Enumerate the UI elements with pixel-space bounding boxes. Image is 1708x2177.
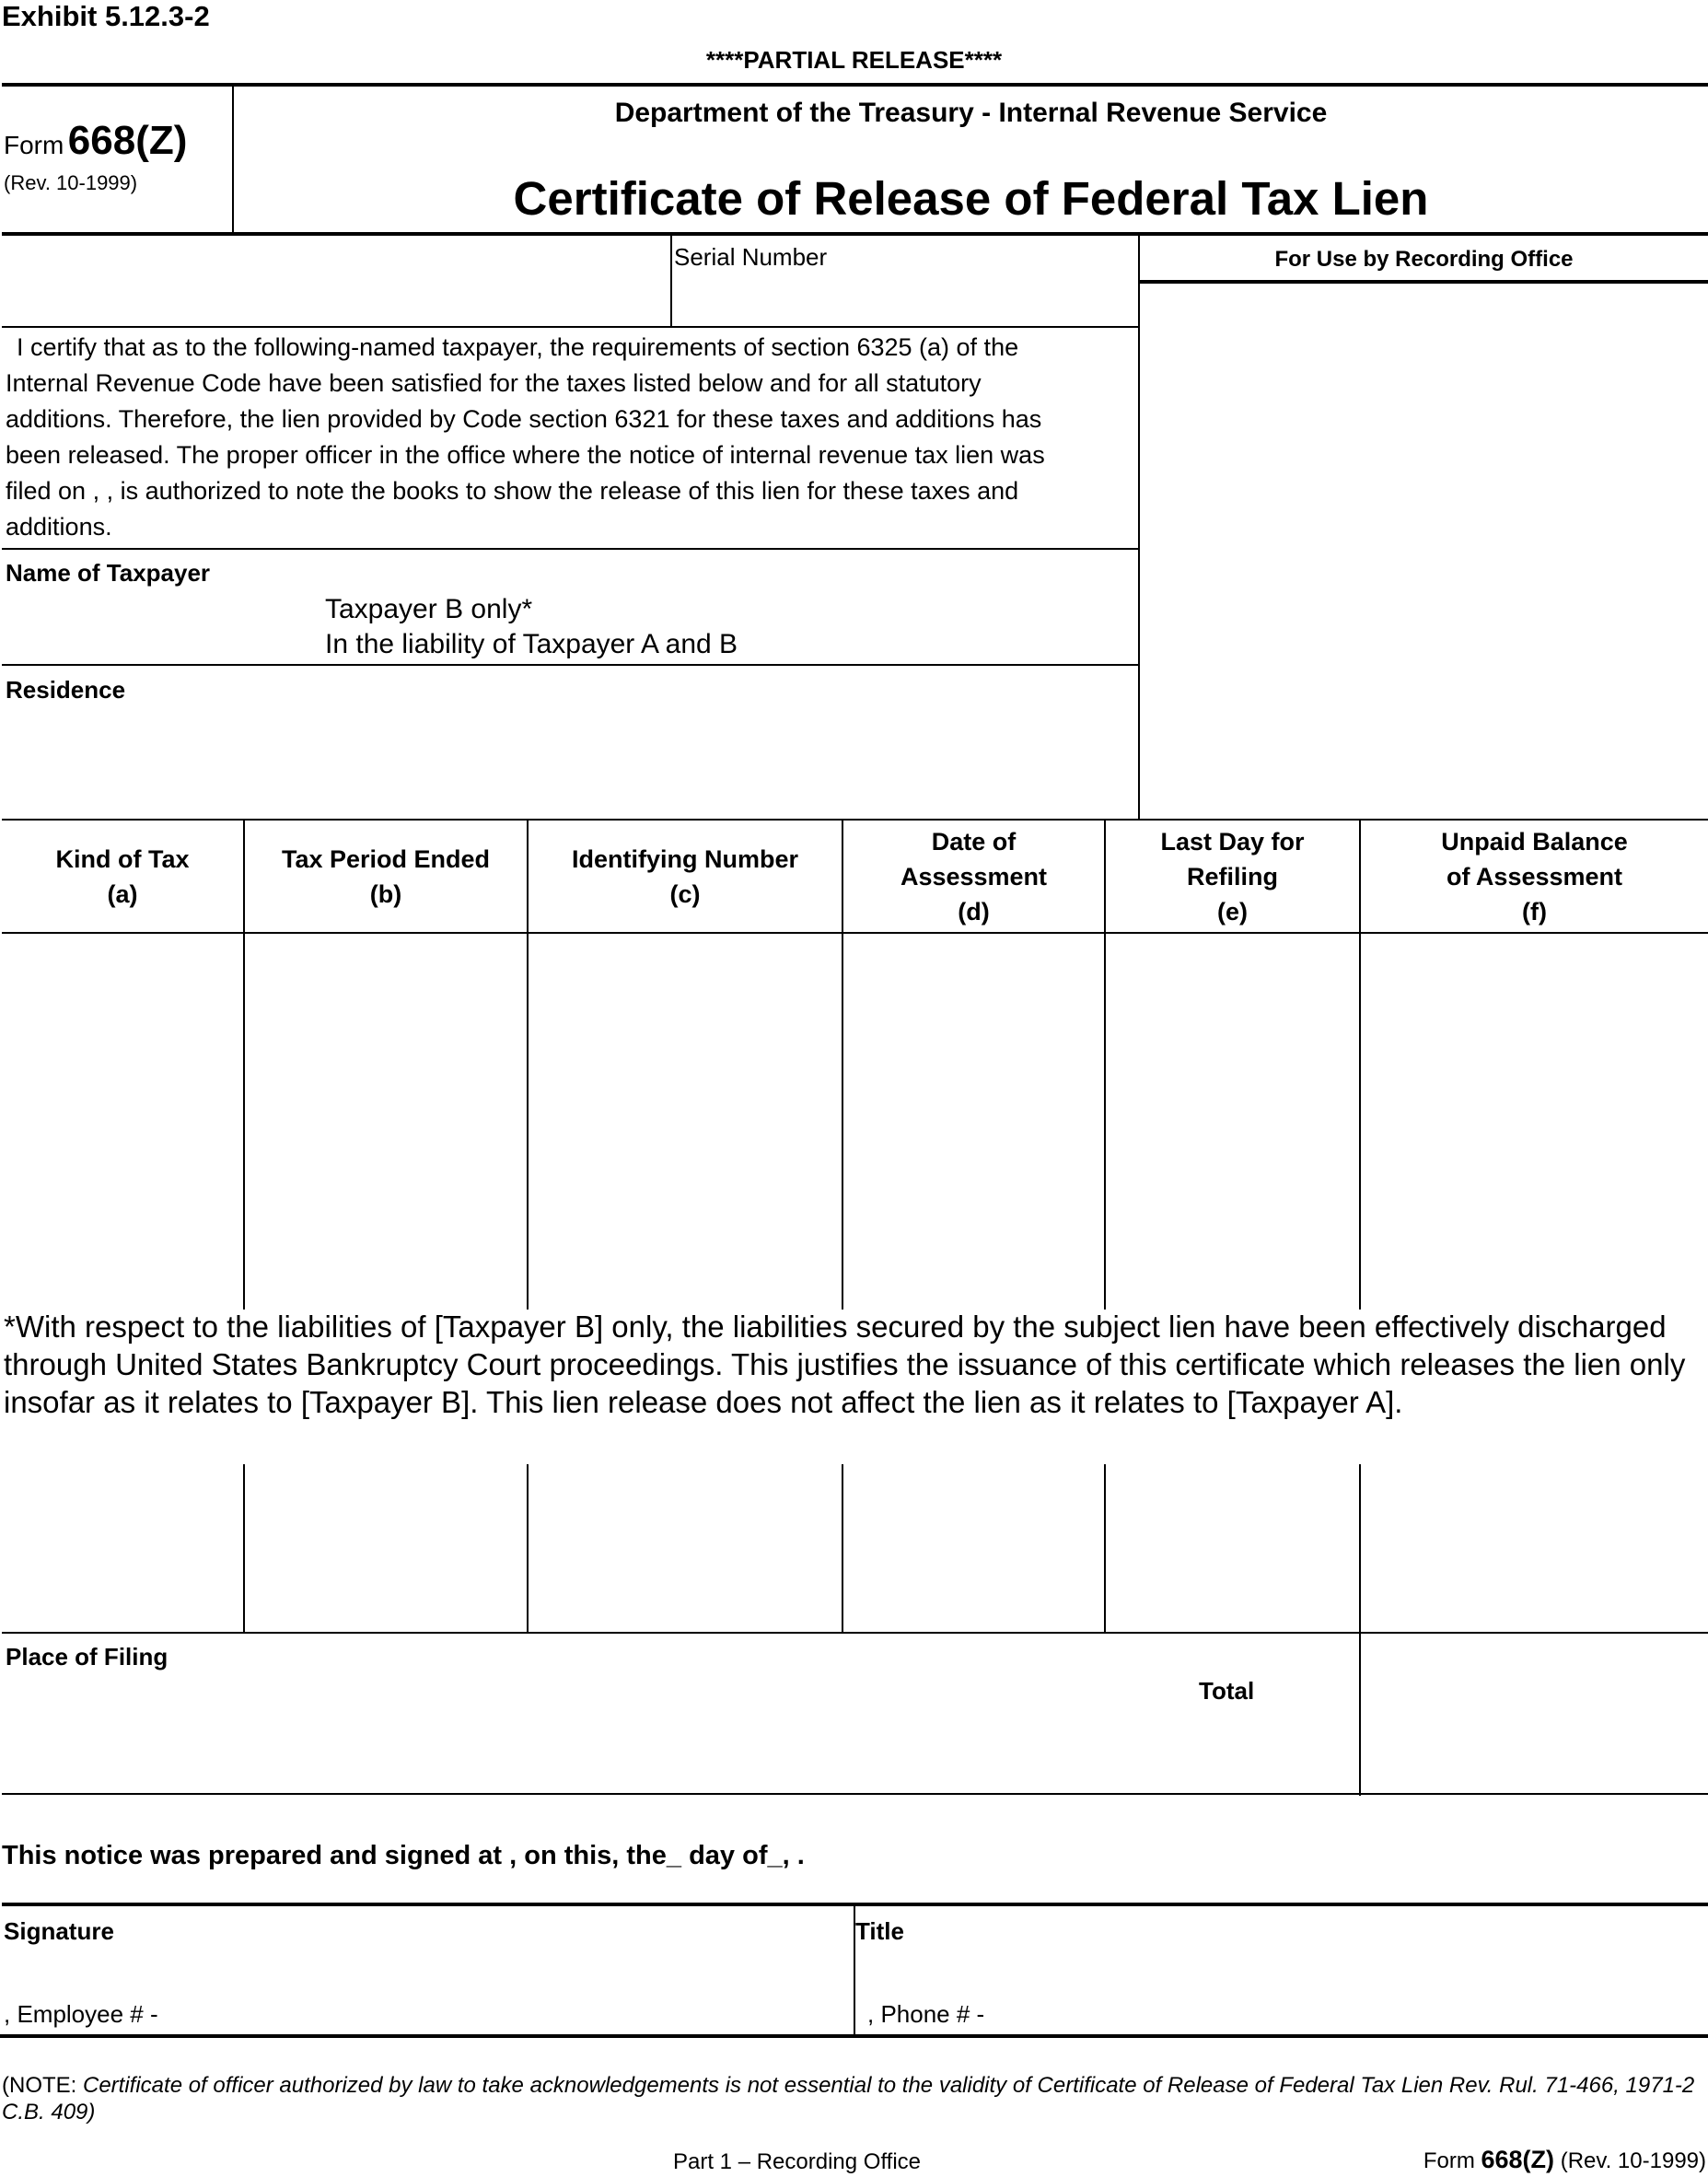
taxpayer-name[interactable] — [325, 592, 738, 662]
col-line — [527, 1464, 529, 1633]
cert-line: additions. — [6, 513, 112, 541]
col-title: Identifying Number — [571, 845, 798, 873]
col-code: (f) — [1522, 898, 1547, 926]
signature-label: Signature — [4, 1917, 114, 1945]
exhibit-label: Exhibit 5.12.3-2 — [2, 0, 210, 32]
col-line — [243, 1464, 245, 1633]
page-title: Certificate of Release of Federal Tax Lien — [513, 172, 1429, 225]
col-code: (b) — [369, 880, 402, 908]
col-last-day-refiling — [1106, 822, 1359, 931]
employee-number: , Employee # - — [4, 2000, 158, 2028]
col-unpaid-balance — [1361, 822, 1708, 931]
phone-number: , Phone # - — [867, 2000, 985, 2028]
residence-field[interactable] — [2, 709, 1134, 815]
divider — [2, 326, 1139, 328]
taxpayer-line: Taxpayer B only* — [325, 594, 533, 624]
col-line — [842, 1464, 843, 1633]
serial-number-label: Serial Number — [674, 243, 828, 271]
cert-line: been released. The proper officer in the office where the notice of internal revenue tax lien was — [6, 441, 1045, 469]
col-date-of-assessment — [843, 822, 1104, 931]
agency: Department of the Treasury - Internal Revenue Service — [614, 98, 1328, 128]
divider — [2, 932, 1708, 934]
col-title: Unpaid Balance of Assessment — [1441, 828, 1628, 891]
cert-line: additions. Therefore, the lien provided by Code section 6321 for these taxes and additions has — [6, 405, 1042, 433]
col-title: Kind of Tax — [55, 845, 190, 873]
divider — [2, 819, 1708, 821]
footer-part: Part 1 – Recording Office — [673, 2149, 922, 2174]
divider — [2, 1632, 1708, 1634]
footer-form-prefix: Form — [1423, 2148, 1475, 2173]
col-tax-period — [245, 822, 527, 931]
col-line — [527, 820, 529, 1310]
total-label: Total — [1199, 1677, 1255, 1705]
col-code: (e) — [1217, 898, 1248, 926]
form-id — [4, 118, 187, 164]
col-identifying-number — [529, 822, 842, 931]
footnote: *With respect to the liabilities of [Taxpayer B] only, the liabilities secured by the subject lien have been effectively discharged through United States Bankruptcy Court proceedings. This justifies the issuance of this certificate which releases the lien only insofar as it relates to [Taxpayer B]. This lien release does not affect the lien as it relates to [Taxpayer A]. — [4, 1310, 1686, 1419]
divider — [1140, 280, 1708, 284]
form-prefix: Form — [4, 131, 64, 159]
place-of-filing-label: Place of Filing — [6, 1643, 168, 1671]
note-text: Certificate of officer authorized by law to take acknowledgements is not essential to the validity of Certificate of Release of Federal Tax Lien Rev. Rul. 71-466, 1971-2 C.B. 409) — [2, 2073, 1695, 2125]
divider — [0, 2034, 1708, 2038]
col-line — [1359, 820, 1361, 1310]
divider — [2, 548, 1139, 550]
col-code: (a) — [107, 880, 138, 908]
form-revision: (Rev. 10-1999) — [4, 171, 138, 194]
footer-form-number: 668(Z) — [1481, 2146, 1555, 2173]
col-line — [842, 820, 843, 1310]
divider — [2, 1793, 1708, 1795]
col-kind-of-tax — [2, 822, 243, 931]
footer-revision: (Rev. 10-1999) — [1560, 2148, 1706, 2173]
cert-line: Internal Revenue Code have been satisfied for the taxes listed below and for all statutory — [6, 369, 982, 397]
col-line — [1359, 1464, 1361, 1796]
recording-office-label: For Use by Recording Office — [1274, 247, 1574, 272]
note — [2, 2072, 1705, 2125]
form-number: 668(Z) — [67, 118, 188, 163]
col-line — [1104, 820, 1106, 1310]
residence-label: Residence — [6, 676, 126, 704]
col-title: Date of Assessment — [900, 828, 1048, 891]
col-code: (d) — [958, 898, 990, 926]
col-title: Tax Period Ended — [281, 845, 491, 873]
cert-line: filed on , , is authorized to note the books to show the release of this lien for these taxes and — [6, 477, 1019, 505]
col-line — [1104, 1464, 1106, 1633]
col-title: Last Day for Refiling — [1160, 828, 1305, 891]
divider — [1138, 236, 1140, 820]
taxpayer-line: In the liability of Taxpayer A and B — [325, 629, 738, 659]
partial-release-banner: ****PARTIAL RELEASE**** — [705, 46, 1003, 74]
col-line — [243, 820, 245, 1310]
divider — [2, 83, 1708, 87]
col-code: (c) — [669, 880, 701, 908]
footer-form — [1423, 2146, 1706, 2174]
cert-line: I certify that as to the following-named taxpayer, the requirements of section 6325 (a) of the — [17, 333, 1019, 361]
serial-number-field[interactable] — [672, 236, 1139, 326]
total-field[interactable] — [1363, 1636, 1705, 1792]
divider — [2, 664, 1139, 666]
notice-text: This notice was prepared and signed at , on this, the_ day of_, . — [2, 1841, 805, 1870]
taxpayer-label: Name of Taxpayer — [6, 559, 211, 587]
certification-text — [6, 330, 1133, 545]
note-prefix: (NOTE: — [2, 2073, 83, 2098]
title-label: Title — [855, 1917, 904, 1945]
